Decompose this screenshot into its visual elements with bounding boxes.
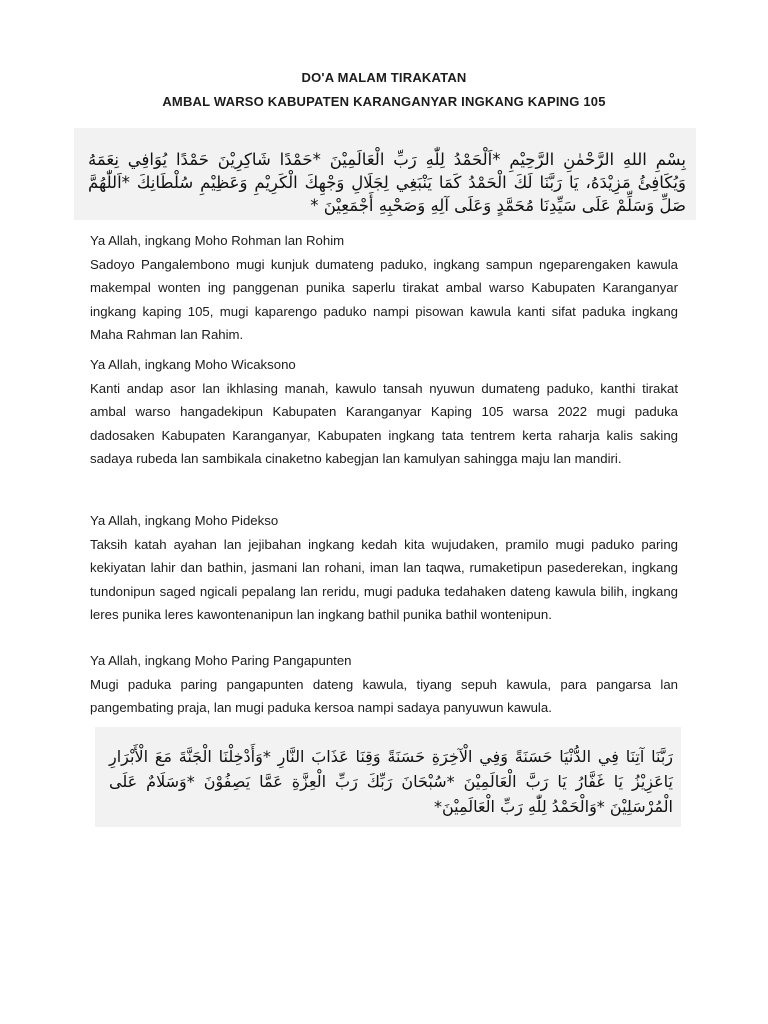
document-title: DO'A MALAM TIRAKATAN (301, 70, 467, 85)
prayer-section-rohman (90, 229, 678, 347)
arabic-opening-text: بِسْمِ اللهِ الرَّحْمٰنِ الرَّحِيْمِ *اَلْحَمْدُ لِلّٰهِ رَبِّ الْعَالَمِيْنَ *حَمْدًا شَاكِرِيْنَ حَمْدًا يُوَافِي نِعَمَهُ وَيُكَافِئُ مَزِيْدَهُ، يَا رَبَّنَا لَكَ الْحَمْدُ كَمَا يَنْبَغِي لِجَلَالِ وَجْهِكَ الْكَرِيْمِ وَعَظِيْمِ سُلْطَانِكَ *اَللّٰهُمَّ صَلِّ وَسَلِّمْ عَلَى سَيِّدِنَا مُحَمَّدٍ وَعَلَى آلِهِ وَصَحْبِهِ أَجْمَعِيْنَ * (88, 150, 686, 215)
arabic-opening-prayer (74, 128, 696, 220)
section-heading: Ya Allah, ingkang Moho Rohman lan Rohim (90, 233, 345, 248)
prayer-section-pangapunten (90, 649, 678, 720)
section-body: Sadoyo Pangalembono mugi kunjuk dumateng paduko, ingkang sampun ngeparengaken kawula makempal wonten ing panggenan punika saperlu tirakat ambal warso Kabupaten Karanganyar ingkang kaping 105, mugi kaparengo paduko nampi pisowan kawula kanti sifat paduka ingkang Maha Rahman lan Rahim. (90, 256, 678, 342)
document-subtitle: AMBAL WARSO KABUPATEN KARANGANYAR INGKANG KAPING 105 (162, 94, 606, 109)
section-heading: Ya Allah, ingkang Moho Wicaksono (90, 357, 296, 372)
arabic-closing-prayer (95, 727, 681, 827)
section-heading: Ya Allah, ingkang Moho Paring Pangapunten (90, 653, 352, 668)
arabic-closing-text: رَبَّنَا آتِنَا فِي الدُّنْيَا حَسَنَةً وَفِي الْآخِرَةِ حَسَنَةً وَقِنَا عَذَابَ النَّارِ *وَأَدْخِلْنَا الْجَنَّةَ مَعَ الْأَبْرَارِ يَاعَزِيْزُ يَا غَفَّارُ يَا رَبَّ الْعَالَمِيْنَ *سُبْحَانَ رَبِّكَ رَبِّ الْعِزَّةِ عَمَّا يَصِفُوْنَ *وَسَلَامٌ عَلَى الْمُرْسَلِيْنَ *وَالْحَمْدُ لِلّٰهِ رَبِّ الْعَالَمِيْنَ* (109, 747, 673, 816)
section-body: Kanti andap asor lan ikhlasing manah, kawulo tansah nyuwun dumateng paduko, kanthi tirakat ambal warso hangadekipun Kabupaten Karanganyar Kaping 105 warsa 2022 mugi paduka dadosaken Kabupaten Karanganyar, Kabupaten ingkang tata tentrem kerta raharja kalis saking sadaya rubeda lan sambikala cinaketno kabegjan lan kamulyan sahingga maju lan mandiri. (90, 380, 678, 466)
section-body: Taksih katah ayahan lan jejibahan ingkang kedah kita wujudaken, pramilo mugi paduko paring kekiyatan lahir dan bathin, jasmani lan rohani, iman lan taqwa, rumaketipun pasederekan, ingkang tundonipun saged ngicali pepalang lan reridu, mugi paduka tedahaken dateng kawula bilih, ingkang leres punika leres kawontenanipun lan ingkang bathil punika bathil wontenipun. (90, 536, 678, 622)
prayer-section-wicaksono (90, 353, 678, 471)
section-body: Mugi paduka paring pangapunten dateng kawula, tiyang sepuh kawula, para pangarsa lan pangembating praja, lan mugi paduka kersoa nampi sadaya panyuwun kawula. (90, 676, 678, 715)
prayer-section-pidekso (90, 509, 678, 627)
section-heading: Ya Allah, ingkang Moho Pidekso (90, 513, 279, 528)
